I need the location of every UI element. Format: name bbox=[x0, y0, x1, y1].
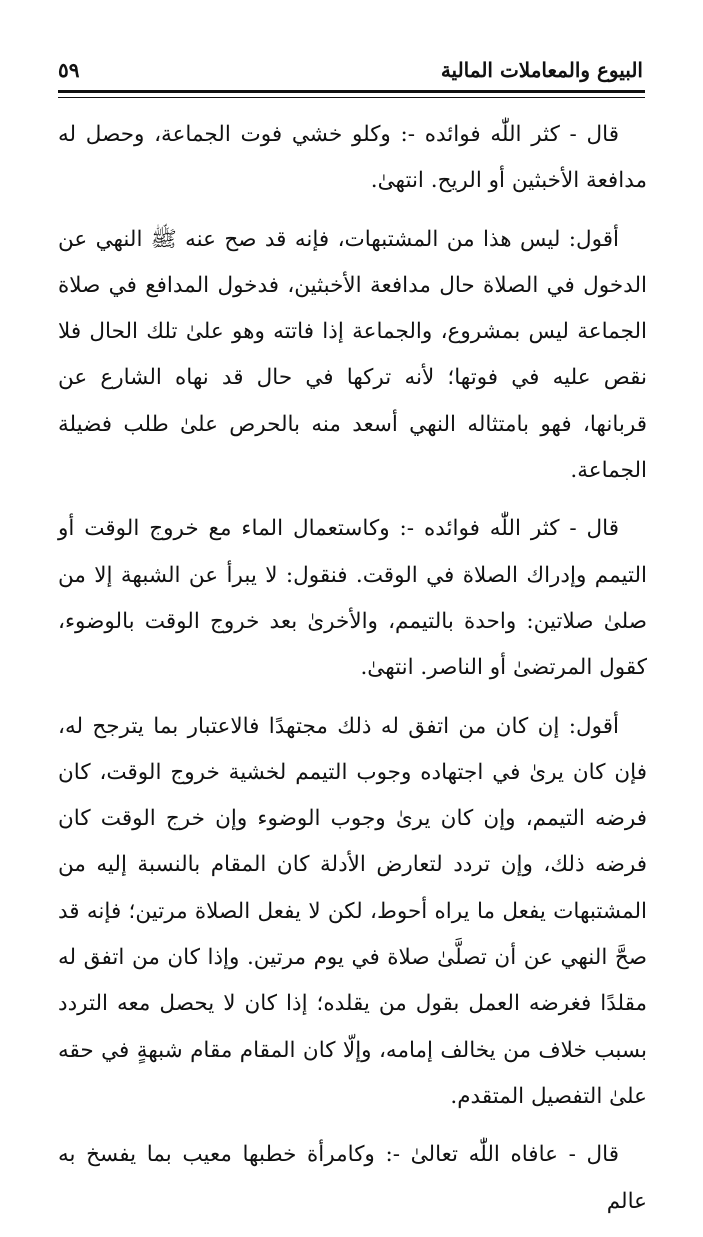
header-rule-thin bbox=[58, 97, 645, 98]
running-title: البيوع والمعاملات المالية bbox=[440, 58, 643, 82]
paragraph: قال - كثر اللّٰه فوائده -: وكلو خشي فوت الجماعة، وحصل له مدافعة الأخبثين أو الريح. انتهىٰ. bbox=[58, 122, 647, 194]
paragraph: أقول: إن كان من اتفق له ذلك مجتهدًا فالاعتبار بما يترجح له، فإن كان يرىٰ في اجتهاده وجوب التيمم لخشية خروج الوقت، كان فرضه التيمم، وإن كان يرىٰ وجوب الوضوء وإن خرج الوقت كان فرضه ذلك، وإن تردد لتعارض الأدلة كان المقام بالنسبة إليه من المشتبهات يفعل ما يراه أحوط، لكن لا يفعل الصلاة مرتين؛ فإنه قد صحَّ النهي عن أن تصلَّىٰ صلاة في يوم مرتين. وإذا كان من اتفق له مقلدًا فغرضه العمل بقول من يقلده؛ إذا كان لا يحصل معه التردد بسبب خلاف من يخالف إمامه، وإلّا كان المقام مقام شبهةٍ في حقه علىٰ التفصيل المتقدم. bbox=[58, 713, 647, 1109]
header-rule-thick bbox=[58, 90, 645, 93]
page-header bbox=[58, 52, 645, 92]
paragraph: قال - كثر اللّٰه فوائده -: وكاستعمال الماء مع خروج الوقت أو التيمم وإدراك الصلاة في الوقت. فنقول: لا يبرأ عن الشبهة إلا من صلىٰ صلاتين: واحدة بالتيمم، والأخرىٰ بعد خروج الوقت بالوضوء، كقول المرتضىٰ أو الناصر. انتهىٰ. bbox=[58, 516, 647, 681]
paragraph: قال - عافاه اللّٰه تعالىٰ -: وكامرأة خطبها معيب بما يفسخ به عالم bbox=[58, 1142, 647, 1214]
body-text bbox=[58, 112, 647, 1237]
page-number: ٥٩ bbox=[58, 58, 80, 82]
paragraph: أقول: ليس هذا من المشتبهات، فإنه قد صح عنه ﷺ النهي عن الدخول في الصلاة حال مدافعة الأخبثين، فدخول المدافع في صلاة الجماعة ليس بمشروع، والجماعة إذا فاتته وهو علىٰ تلك الحال فلا نقص عليه في فوتها؛ لأنه تركها في حال قد نهاه الشارع عن قربانها، فهو بامتثاله النهي أسعد منه بالحرص علىٰ طلب فضيلة الجماعة. bbox=[58, 226, 647, 484]
